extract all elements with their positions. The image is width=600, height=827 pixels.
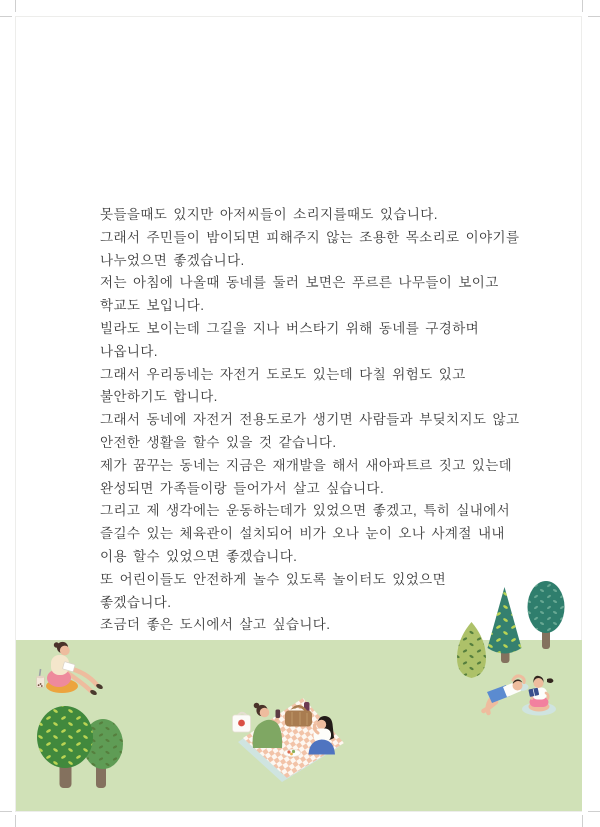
essay-line: 저는 아침에 나올때 동네를 둘러 보면은 푸르른 나무들이 보이고 — [100, 275, 499, 291]
essay-line: 이용 할수 있었으면 좋겠습니다. — [100, 548, 298, 564]
food-plate — [284, 749, 301, 756]
face — [60, 646, 70, 656]
face — [534, 678, 544, 688]
essay-line: 그래서 주민들이 밤이되면 피해주지 않는 조용한 목소리로 이야기를 — [100, 229, 520, 245]
essay-line: 안전한 생활을 할수 있을 것 같습니다. — [100, 434, 337, 450]
essay-line: 완성되면 가족들이랑 들어가서 살고 싶습니다. — [100, 480, 385, 496]
hair-bun — [54, 642, 59, 647]
essay-line: 못들을때도 있지만 아저씨들이 소리지를때도 있습니다. — [100, 207, 438, 222]
essay-line: 그리고 제 생각에는 운동하는데가 있었으면 좋겠고, 특히 실내에서 — [100, 503, 511, 519]
essay-line: 제가 꿈꾸는 동네는 지금은 재개발을 해서 새아파트르 짓고 있는데 — [100, 457, 513, 473]
essay-text-block — [100, 204, 540, 637]
tree-round-big — [37, 706, 93, 768]
face — [260, 708, 270, 718]
essay-line: 그래서 우리동네는 자전거 도로도 있는데 다칠 위험도 있고 — [100, 366, 466, 382]
tote-logo — [238, 720, 245, 727]
essay-line: 학교도 보입니다. — [100, 298, 205, 314]
essay-line: 좋겠습니다. — [100, 594, 172, 610]
essay-line: 조금더 좋은 도시에서 살고 싶습니다. — [100, 617, 331, 633]
tote-bag — [233, 713, 251, 732]
drink — [276, 710, 281, 719]
face — [317, 720, 326, 729]
essay-line: 그래서 동네에 자전거 전용도로가 생기면 사람들과 부딪치지도 않고 — [100, 412, 520, 428]
essay-line: 나옵니다. — [100, 343, 158, 359]
essay-line: 나누었으면 좋겠습니다. — [100, 252, 245, 268]
essay-line: 또 어린이들도 안전하게 놀수 있도록 놀이터도 있었으면 — [100, 571, 447, 587]
essay-line: 즐길수 있는 체육관이 설치되어 비가 오나 눈이 오나 사계절 내내 — [100, 526, 505, 542]
essay-line: 빌라도 보이는데 그길을 지나 버스타기 위해 동네를 구경하며 — [100, 320, 480, 336]
essay-line: 불안하기도 합니다. — [100, 389, 218, 405]
hair-bun — [254, 703, 260, 709]
